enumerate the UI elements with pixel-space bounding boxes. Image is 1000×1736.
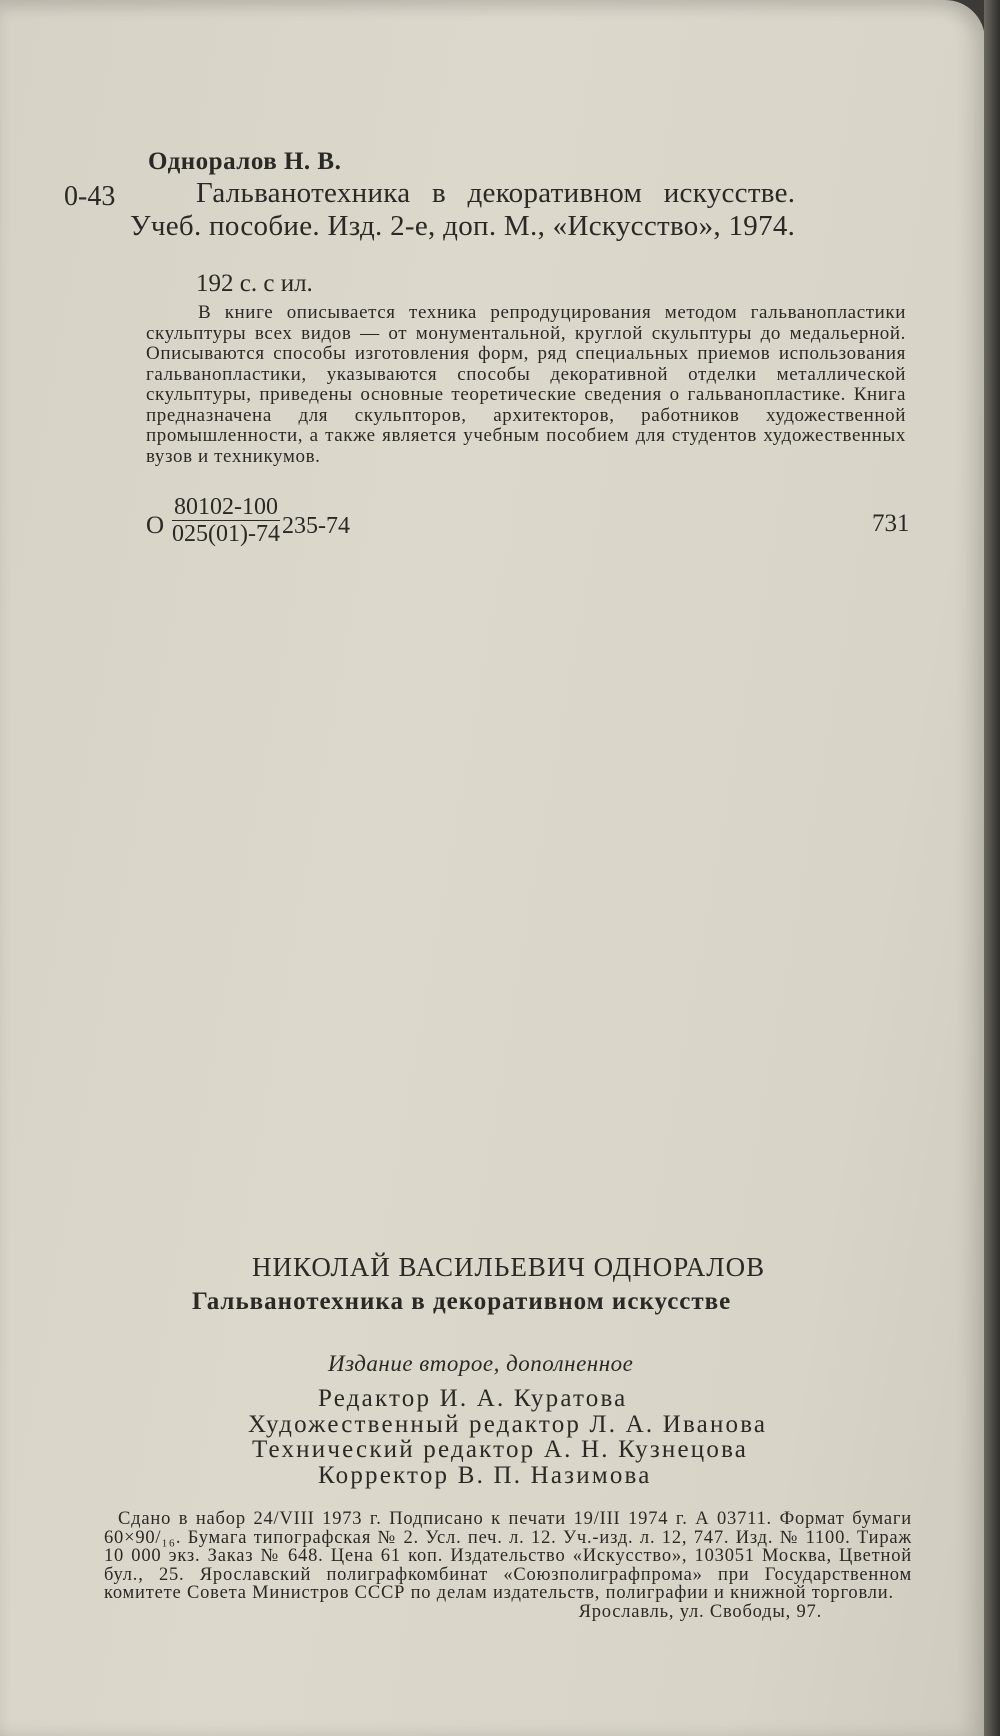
card-author: Одноралов Н. В. (148, 148, 342, 175)
card-title-line2: Учеб. пособие. Изд. 2-е, доп. М., «Искусство», 1974. (130, 210, 796, 242)
index-denominator: 025(01)-74 (172, 521, 280, 547)
card-code: 0-43 (64, 181, 116, 212)
imprint-author: НИКОЛАЙ ВАСИЛЬЕВИЧ ОДНОРАЛОВ (252, 1252, 766, 1282)
card-annotation: В книге описывается техника репродуцирования методом гальванопластики скульптуры всех видов — от монументальной, круглой скульптуры до медальерной. Описываются способы изготовления форм, ряд специальных приемов использования гальванопластики, указываются способы декоративной отделки металлической скульптуры, приведены основные теоретические сведения о гальванопластике. Книга предназначена для скульпторов, архитекторов, работников художественной промышленности, а также является учебным пособием для студентов художественных вузов и техникумов. (146, 302, 906, 467)
index-numerator: 80102-100 (174, 494, 278, 520)
udc-number: 731 (872, 510, 910, 537)
staff-proofreader: Корректор В. П. Назимова (318, 1461, 652, 1489)
index-prefix: О (146, 512, 165, 539)
card-pages: 192 с. с ил. (196, 270, 313, 297)
staff-art-editor: Художественный редактор Л. А. Иванова (248, 1410, 768, 1438)
imprint-technical-body: Сдано в набор 24/VIII 1973 г. Подписано к печати 19/III 1974 г. А 03711. Формат бумаги 60×90/₁₆. Бумага типографская № 2. Усл. печ. л. 12. Уч.-изд. л. 12, 747. Изд. № 1100. Тираж 10 000 экз. Заказ № 648. Цена 61 коп. Издательство «Искусство», 103051 Москва, Цветной бул., 25. Ярославский полиграфкомбинат «Союзполиграфпрома» при Государственном комитете Совета Министров СССР по делам издательств, полиграфии и книжной торговли. (104, 1509, 912, 1603)
imprint-edition: Издание второе, дополненное (328, 1351, 634, 1376)
staff-editor: Редактор И. А. Куратова (318, 1385, 628, 1412)
index-suffix: 235-74 (282, 513, 350, 539)
imprint-technical (104, 1510, 912, 1621)
imprint-staff (248, 1386, 767, 1488)
card-title-line1: Гальванотехника в декоративном искусстве. (196, 177, 796, 209)
page-edge (984, 0, 1000, 1736)
index-fraction (172, 494, 280, 547)
staff-tech-editor: Технический редактор А. Н. Кузнецова (252, 1436, 749, 1463)
imprint-title: Гальванотехника в декоративном искусстве (192, 1288, 732, 1315)
imprint-technical-address: Ярославль, ул. Свободы, 97. (578, 1601, 822, 1622)
